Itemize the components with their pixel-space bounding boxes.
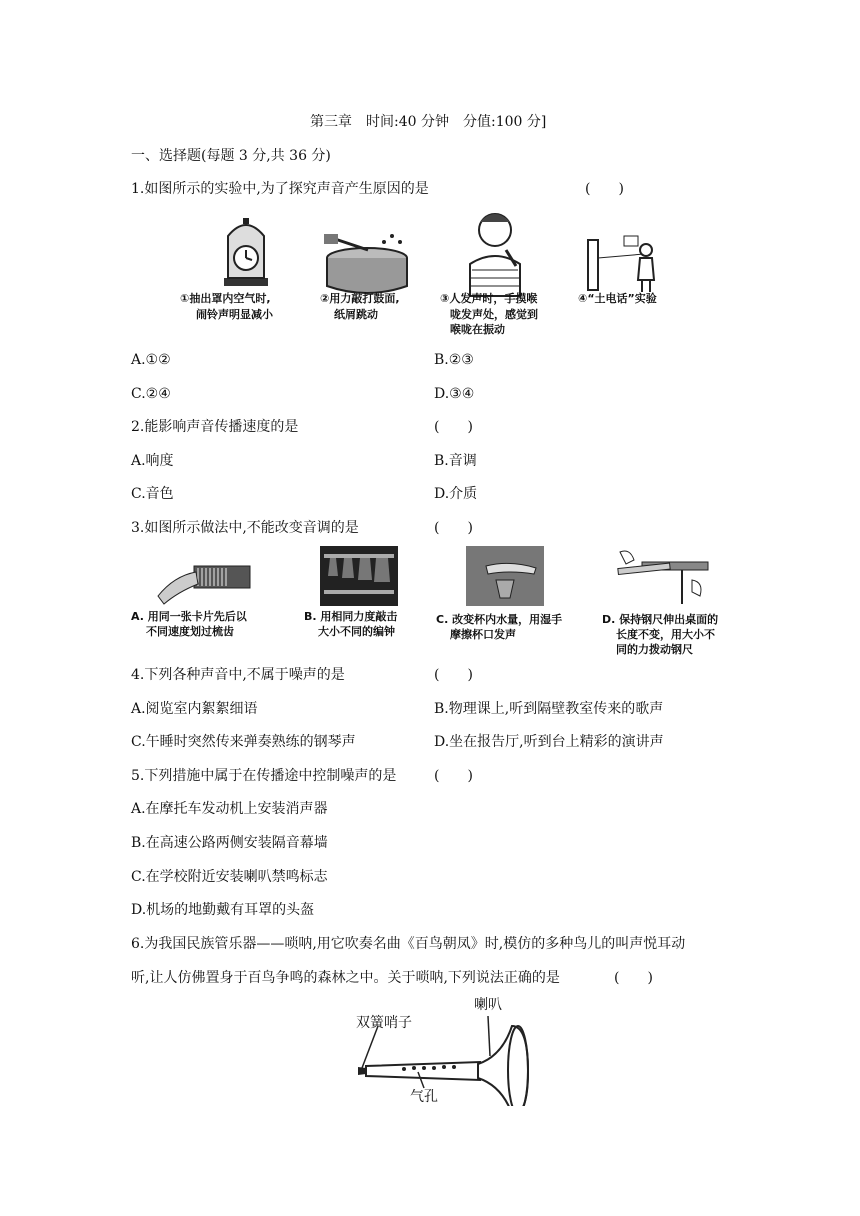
- q3-caption-a-line1: A. 用同一张卡片先后以: [131, 610, 247, 623]
- q6-stem-line2: 听,让人仿佛置身于百鸟争鸣的森林之中。关于唢呐,下列说法正确的是: [131, 970, 560, 986]
- q3-caption-d-line2: 长度不变，用大小不: [616, 628, 715, 641]
- q1-caption-2-line2: 纸屑跳动: [334, 308, 378, 321]
- q1-caption-1-line2: 闹铃声明显减小: [196, 308, 273, 321]
- q3-caption-b-line1: B. 用相同力度敲击: [304, 610, 398, 623]
- string-phone-figure: [584, 234, 664, 294]
- q2-option-b: B.音调: [434, 453, 477, 469]
- q1-caption-1-line1: ①抽出罩内空气时,: [180, 292, 271, 305]
- q1-caption-3-line2: 咙发声处，感觉到: [450, 308, 538, 321]
- label-double-reed: 双簧哨子: [356, 1015, 412, 1031]
- q6-answer-paren: ( ): [614, 970, 653, 986]
- q1-option-b: B.②③: [434, 352, 474, 368]
- q3-answer-paren: ( ): [434, 520, 473, 536]
- q4-option-a: A.阅览室内絮絮细语: [131, 701, 258, 717]
- q1-caption-3-line1: ③人发声时，手摸喉: [440, 292, 538, 305]
- q4-option-c: C.午睡时突然传来弹奏熟练的钢琴声: [131, 734, 356, 750]
- q3-caption-b-line2: 大小不同的编钟: [318, 625, 395, 638]
- q4-option-d: D.坐在报告厅,听到台上精彩的演讲声: [434, 734, 664, 750]
- q3-caption-d-line3: 同的力拨动钢尺: [616, 643, 693, 656]
- q2-option-a: A.响度: [131, 453, 174, 469]
- q3-caption-d-line1: D. 保持钢尺伸出桌面的: [602, 613, 719, 626]
- q4-answer-paren: ( ): [434, 667, 473, 683]
- q2-option-c: C.音色: [131, 486, 174, 502]
- q3-caption-c-line1: C. 改变杯内水量，用湿手: [436, 613, 563, 626]
- section-title: 一、选择题(每题 3 分,共 36 分): [131, 148, 331, 164]
- q5-option-c: C.在学校附近安装喇叭禁鸣标志: [131, 869, 328, 885]
- chime-bells-figure: [320, 546, 398, 606]
- q2-stem: 2.能影响声音传播速度的是: [131, 419, 299, 435]
- q5-option-a: A.在摩托车发动机上安装消声器: [131, 801, 328, 817]
- glass-rub-figure: [466, 546, 544, 606]
- q6-stem-line1: 6.为我国民族管乐器——唢呐,用它吹奏名曲《百鸟朝凤》时,模仿的多种鸟儿的叫声悦耳动: [131, 936, 686, 952]
- q1-option-c: C.②④: [131, 386, 171, 402]
- suona-figure: [352, 996, 532, 1106]
- q5-stem: 5.下列措施中属于在传播途中控制噪声的是: [131, 768, 397, 784]
- bell-jar-figure: [206, 212, 286, 292]
- q5-option-d: D.机场的地勤戴有耳罩的头盔: [131, 902, 315, 918]
- q1-caption-2-line1: ②用力敲打鼓面,: [320, 292, 400, 305]
- q1-answer-paren: ( ): [585, 181, 624, 197]
- q3-stem: 3.如图所示做法中,不能改变音调的是: [131, 520, 359, 536]
- q4-stem: 4.下列各种声音中,不属于噪声的是: [131, 667, 345, 683]
- comb-card-figure: [154, 546, 254, 606]
- q5-option-b: B.在高速公路两侧安装隔音幕墙: [131, 835, 328, 851]
- q1-option-a: A.①②: [131, 352, 171, 368]
- q1-caption-4-line1: ④“土电话”实验: [578, 292, 657, 305]
- q1-stem: 1.如图所示的实验中,为了探究声音产生原因的是: [131, 181, 429, 197]
- q1-option-d: D.③④: [434, 386, 475, 402]
- q2-option-d: D.介质: [434, 486, 478, 502]
- label-air-holes: 气孔: [410, 1089, 438, 1105]
- person-throat-figure: [460, 208, 530, 298]
- chapter-header: 第三章 时间:40 分钟 分值:100 分]: [310, 114, 547, 130]
- q5-answer-paren: ( ): [434, 768, 473, 784]
- q3-caption-a-line2: 不同速度划过梳齿: [146, 625, 234, 638]
- q1-caption-3-line3: 喉咙在振动: [450, 323, 505, 336]
- drum-figure: [322, 228, 412, 298]
- q4-option-b: B.物理课上,听到隔壁教室传来的歌声: [434, 701, 664, 717]
- q3-caption-c-line2: 摩擦杯口发声: [450, 628, 516, 641]
- label-bell: 喇叭: [474, 997, 502, 1013]
- q2-answer-paren: ( ): [434, 419, 473, 435]
- steel-ruler-figure: [612, 546, 712, 606]
